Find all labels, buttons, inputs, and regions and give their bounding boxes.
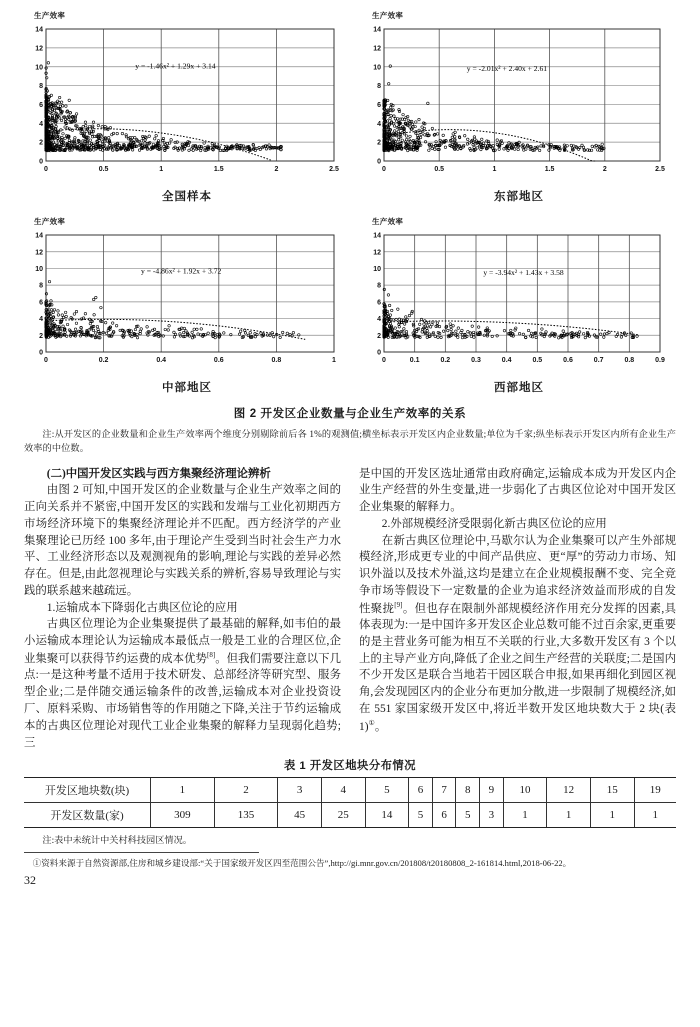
footnote-text: ①资料来源于自然资源部,住房和城乡建设部:“关于国家级开发区四至范围公告”,http://gi.mnr.gov.cn/201808/t20180808_2-161814.html,2018-06-22。 [32, 858, 572, 869]
chart-y-axis-label: 生产效率 [372, 217, 404, 226]
table-header-cell: 15 [590, 778, 634, 803]
plot-area-national [24, 23, 350, 183]
table-cell: 5 [456, 803, 480, 828]
svg-text:2: 2 [274, 166, 279, 173]
figure-2-charts [24, 6, 676, 403]
paragraph-right-2-b: 。但也存在限制外部规模经济作用充分发挥的因素,具体表现为:一是中国许多开发区企业总数可能不过百余家,更重要的是主营业务可能为相互不关联的行业,大多数开发区有 3 个以上的主导产业方向,降低了企业之间生产经营的关联度;二是国内不少开发区是联合当地若干园区联合申报,如果再细化到园区视角,会发现园区内的企业分布更加分散,进一步限制了规模经济,如在 551 家国家级开发区中,将近半数开发区地块数大于 2 块(表 1) [359, 602, 676, 733]
subheading-right-1: 2.外部规模经济受限弱化新古典区位论的应用 [381, 517, 607, 530]
svg-text:y = -3.94x² + 1.43x + 3.58: y = -3.94x² + 1.43x + 3.58 [483, 267, 564, 277]
paragraph-right-2-c: 。 [374, 720, 387, 733]
chart-title-central: 中部地区 [162, 382, 212, 394]
svg-text:4: 4 [377, 120, 381, 128]
svg-text:4: 4 [39, 316, 43, 324]
svg-text:8: 8 [377, 83, 381, 91]
table-header-cell: 1 [151, 778, 215, 803]
scatter-svg-national [24, 23, 340, 183]
row-header-plots: 开发区地块数(块) [24, 778, 151, 803]
svg-text:6: 6 [39, 102, 43, 110]
chart-title-eastern: 东部地区 [494, 191, 544, 203]
svg-text:8: 8 [39, 83, 43, 91]
svg-text:6: 6 [377, 102, 381, 110]
table-header-cell: 8 [456, 778, 480, 803]
svg-text:0.5: 0.5 [98, 166, 109, 173]
table-header-cell: 5 [365, 778, 409, 803]
svg-text:0: 0 [39, 349, 43, 357]
svg-text:8: 8 [377, 282, 381, 290]
paragraph-left-2-a: 古典区位理论为企业集聚提供了最基础的解释,如韦伯的最小运输成本理论认为运输成本最低点一般是工业的合理区位,企业集聚可以获得节约运费的成本优势 [24, 618, 341, 665]
svg-text:0: 0 [39, 158, 43, 166]
paragraph-left-2-b: 。但我们需要注意以下几点:一是这种考量不适用于技术研发、总部经济等研究型、服务型企业;二是伴随交通运输条件的改善,运输成本对企业投资设厂、原料采购、市场销售等的作用随之下降,关注于节约运输成本的古典区位理论对现代工业企业集聚的解释力呈现弱化趋势;三 [24, 652, 341, 749]
footnote-ref-9: [9] [394, 600, 403, 609]
svg-text:0: 0 [44, 357, 48, 364]
table-row [24, 803, 676, 828]
svg-text:1: 1 [159, 166, 164, 173]
svg-text:1.5: 1.5 [544, 166, 555, 173]
svg-text:2: 2 [377, 332, 381, 340]
svg-text:14: 14 [373, 26, 381, 34]
svg-text:1: 1 [492, 166, 497, 173]
table-cell: 1 [590, 803, 634, 828]
paper-page [0, 6, 700, 1027]
table-cell: 1 [547, 803, 591, 828]
svg-text:4: 4 [39, 120, 43, 128]
svg-text:8: 8 [39, 282, 43, 290]
chart-national-sample [24, 6, 350, 212]
footnote-divider [24, 852, 259, 853]
table-header-row [24, 778, 676, 803]
svg-text:0: 0 [382, 166, 386, 173]
svg-text:2: 2 [602, 166, 607, 173]
figure-caption: 图 2 开发区企业数量与企业生产效率的关系 [233, 408, 467, 420]
table-header-cell: 4 [321, 778, 365, 803]
svg-text:2.5: 2.5 [655, 166, 665, 173]
chart-western-region [350, 212, 676, 403]
chart-title-western: 西部地区 [494, 382, 544, 394]
scatter-svg-eastern [362, 23, 666, 183]
table-note: 注:表中未统计中关村科技园区情况。 [42, 835, 192, 846]
row-header-count: 开发区数量(家) [24, 803, 151, 828]
svg-text:0.6: 0.6 [563, 357, 573, 364]
svg-text:0: 0 [377, 158, 381, 166]
svg-text:10: 10 [35, 266, 43, 274]
svg-text:y = -4.86x² + 1.92x + 3.72: y = -4.86x² + 1.92x + 3.72 [141, 266, 222, 276]
table-header-cell: 3 [278, 778, 322, 803]
svg-text:0.8: 0.8 [624, 357, 635, 364]
svg-text:12: 12 [373, 249, 381, 257]
paragraph-right-2-a: 在新古典区位理论中,马歇尔认为企业集聚可以产生外部规模经济,形成更专业的中间产品供应、更“厚”的劳动力市场、知识外溢以及技术外溢,这均是建立在企业规模报酬不变、完全竞争市场等假设下一定数量的企业为追求经济效益而形成的自发性聚拢 [359, 534, 676, 615]
chart-y-axis-label: 生产效率 [372, 11, 404, 20]
svg-text:y = -1.46x² + 1.29x + 3.14: y = -1.46x² + 1.29x + 3.14 [135, 61, 216, 71]
chart-y-axis-label: 生产效率 [34, 11, 66, 20]
paragraph-left-2 [24, 616, 341, 751]
svg-text:14: 14 [35, 26, 43, 34]
svg-text:0.5: 0.5 [434, 166, 445, 173]
svg-text:10: 10 [35, 64, 43, 72]
table-cell: 5 [409, 803, 433, 828]
table-cell: 1 [634, 803, 676, 828]
right-column [359, 466, 676, 752]
table-header-cell: 9 [480, 778, 504, 803]
table-cell: 309 [151, 803, 215, 828]
svg-text:2: 2 [39, 332, 43, 340]
table-header-cell: 19 [634, 778, 676, 803]
svg-text:10: 10 [373, 64, 381, 72]
svg-text:0.7: 0.7 [593, 357, 604, 364]
svg-text:12: 12 [373, 45, 381, 53]
paragraph-right-2 [359, 533, 676, 736]
paragraph-left-1: 由图 2 可知,中国开发区的企业数量与企业生产效率之间的正向关系并不紧密,中国开发区的实践和发端与工业化初期西方市场经济环境下的集聚经济理论并不匹配。西方经济学的产业集聚理论已历经 100 多年,由于理论产生受到当时社会生产力水平、工业经济形态以及观测视角的影响,理论与实践的差异必然存在。但是,由此忽视理论与实践关系的辨析,容易导致理论与实践的联系越来越疏远。 [24, 484, 341, 597]
svg-text:y = -2.01x² + 2.40x + 2.61: y = -2.01x² + 2.40x + 2.61 [466, 64, 548, 74]
table-1-title: 表 1 开发区地块分布情况 [283, 760, 417, 773]
body-columns [24, 466, 676, 752]
svg-text:0.8: 0.8 [271, 357, 282, 364]
svg-text:0: 0 [382, 357, 386, 364]
svg-text:2: 2 [377, 139, 381, 147]
paragraph-right-1: 是中国的开发区选址通常由政府确定,运输成本成为开发区内企业生产经营的外生变量,进一步弱化了古典区位论对中国开发区企业集聚的解释力。 [359, 467, 676, 514]
svg-text:0.4: 0.4 [156, 357, 167, 364]
svg-text:14: 14 [35, 232, 43, 240]
svg-text:6: 6 [377, 299, 381, 307]
svg-text:0.1: 0.1 [409, 357, 420, 364]
svg-text:0.6: 0.6 [213, 357, 224, 364]
left-column [24, 466, 341, 752]
table-plot-distribution [24, 777, 676, 828]
table-cell: 135 [214, 803, 278, 828]
svg-text:12: 12 [35, 45, 43, 53]
svg-text:2: 2 [39, 139, 43, 147]
table-cell: 14 [365, 803, 409, 828]
svg-text:4: 4 [377, 316, 381, 324]
table-header-cell: 6 [409, 778, 433, 803]
table-cell: 25 [321, 803, 365, 828]
plot-area-central [24, 229, 350, 374]
svg-text:10: 10 [373, 266, 381, 274]
svg-text:0: 0 [44, 166, 48, 173]
scatter-svg-western [362, 229, 666, 374]
section-heading-left: (二)中国开发区实践与西方集聚经济理论辨析 [46, 467, 271, 480]
svg-text:0.9: 0.9 [655, 357, 665, 364]
table-header-cell: 12 [547, 778, 591, 803]
svg-text:0.5: 0.5 [532, 357, 543, 364]
plot-area-eastern [362, 23, 676, 183]
chart-eastern-region [350, 6, 676, 212]
table-cell: 3 [480, 803, 504, 828]
svg-text:1.5: 1.5 [213, 166, 224, 173]
subheading-left-1: 1.运输成本下降弱化古典区位论的应用 [46, 601, 238, 614]
svg-text:0.4: 0.4 [501, 357, 512, 364]
plot-area-western [362, 229, 676, 374]
svg-text:0.3: 0.3 [471, 357, 481, 364]
svg-text:2.5: 2.5 [329, 166, 339, 173]
svg-text:0.2: 0.2 [98, 357, 109, 364]
chart-title-national: 全国样本 [162, 191, 212, 203]
svg-text:0: 0 [377, 349, 381, 357]
svg-text:14: 14 [373, 232, 381, 240]
page-number: 32 [24, 873, 36, 888]
chart-y-axis-label: 生产效率 [34, 217, 66, 226]
svg-text:6: 6 [39, 299, 43, 307]
svg-text:1: 1 [332, 357, 336, 364]
table-header-cell: 10 [503, 778, 547, 803]
table-header-cell: 2 [214, 778, 278, 803]
table-cell: 6 [432, 803, 456, 828]
svg-text:0.2: 0.2 [440, 357, 451, 364]
figure-note: 注:从开发区的企业数量和企业生产效率两个维度分别剔除前后各 1%的观测值;横坐标表示开发区内企业数量;单位为千家;纵坐标表示开发区内所有企业生产效率的中位数。 [24, 429, 676, 454]
chart-central-region [24, 212, 350, 403]
svg-text:12: 12 [35, 249, 43, 257]
table-header-cell: 7 [432, 778, 456, 803]
footnote-ref-1: ① [368, 718, 375, 727]
table-cell: 45 [278, 803, 322, 828]
table-cell: 1 [503, 803, 547, 828]
scatter-svg-central [24, 229, 340, 374]
footnote-ref-8: [8] [206, 650, 216, 659]
